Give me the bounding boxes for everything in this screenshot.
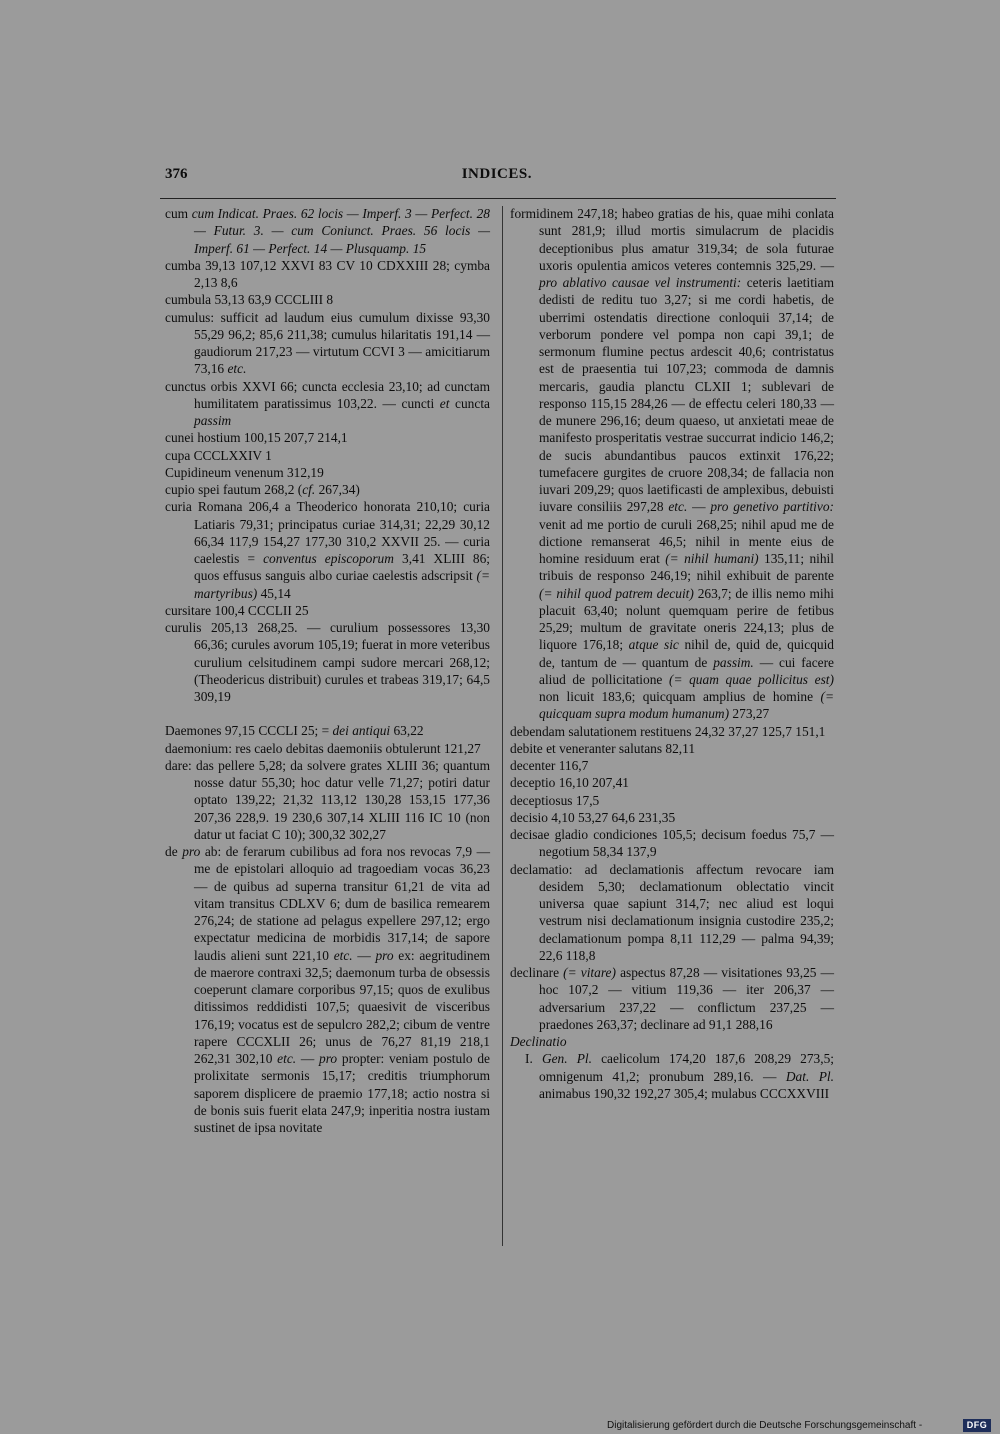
column-divider <box>502 206 503 1246</box>
entry-text: declinare <box>510 965 564 980</box>
index-entry <box>510 826 834 861</box>
italic-text: Gen. Pl. <box>541 1051 592 1067</box>
italic-text: passim <box>194 413 232 428</box>
index-entry <box>165 740 490 757</box>
entry-text: daemonium: res caelo debitas daemoniis obtulerunt 121,27 <box>165 740 481 756</box>
italic-text: (= martyribus) <box>194 568 490 601</box>
footer-credit: Digitalisierung gefördert durch die Deutsche Forschungsgemeinschaft - <box>607 1420 923 1431</box>
index-entry <box>165 602 490 619</box>
entry-text: ex: aegritudinem de maerore contraxi 32,5; daemonum turba de obsessis coeperunt clamare corporibus 97,15; quos de exulibus ditissimos reddidisti 107,5; quaesivit de visceribus 176,19; vocatus est de sepulcro 282,2; cibum de ventre rapere CCCXLII 26; unus de 76,27 81,19 218,1 262,31 302,10 <box>194 947 490 1066</box>
italic-text: pro <box>182 844 201 859</box>
entry-text: non licuit 183,6; quicquam amplius de homine <box>539 689 821 704</box>
entry-text: cumulus: sufficit ad laudum eius cumulum dixisse 93,30 55,29 96,2; 85,6 211,38; cumulus hilaritatis 191,14 — gaudiorum 217,23 — virtutum CCVI 3 — amicitiarum 73,16 <box>165 309 490 377</box>
italic-text: pro ablativo causae vel instrumenti: <box>539 275 742 290</box>
entry-text: formidinem 247,18; habeo gratias de his, quae mihi conlata sunt 281,9; illud mortis simulacrum de placidis deceptionibus plus amatur 319,34; de sola futurae uxoris opulentia amicos veteres contemnis 325,29. — <box>510 206 834 273</box>
right-column <box>510 205 834 1102</box>
italic-text: (= vitare) <box>563 965 616 980</box>
dfg-logo: DFG <box>963 1419 991 1432</box>
entry-text: debite et veneranter salutans 82,11 <box>510 740 696 756</box>
italic-text: (= quicquam supra modum humanum) <box>539 689 834 722</box>
italic-text: (= nihil humani) <box>665 551 759 566</box>
index-entry <box>510 792 834 809</box>
index-entry <box>165 291 490 308</box>
entry-text: deceptio 16,10 207,41 <box>510 775 630 791</box>
entry-text: 135,11; nihil tribuis de responso 246,19; nihil exhibuit de parente <box>539 551 834 584</box>
italic-text: pro <box>319 1051 338 1066</box>
index-entry <box>510 757 834 774</box>
entry-text: declamatio: ad declamationis affectum revocare iam desidem 5,30; declamationum oblectatio vincit universa quae sapiunt 314,7; nec aliud est loqui vestrum nisi declamationum insignia custodire 235,2; declamationum pompa 8,11 112,29 — palma 94,39; 22,6 118,8 <box>510 861 834 963</box>
entry-text: cum <box>165 206 192 221</box>
index-entry <box>165 429 490 446</box>
entry-text: animabus 190,32 192,27 305,4; mulabus CCCXXVIII <box>539 1085 830 1101</box>
index-entry <box>510 1033 834 1050</box>
entry-text: — <box>352 947 376 963</box>
entry-text: ab: de ferarum cubilibus ad fora nos revocas 7,9 — me de epistolari alloquio ad tragoediam vocas 36,23 — de quibus ad superna transitur 61,21 de vita ad vitam transitus CDLXV 6; dum de basilica remearem 276,24; de statione ad pelagus expellere 297,12; ergo expectatur medicina de morbidis 317,14; de sapore laudis alieni sunt 221,10 <box>194 844 490 963</box>
index-entry <box>165 309 490 378</box>
entry-text: 267,34) <box>315 482 360 497</box>
left-column <box>165 205 490 1136</box>
italic-text: conventus episcoporum <box>263 551 394 566</box>
entry-gap <box>165 705 490 722</box>
index-entry <box>510 723 834 740</box>
entry-text: cursitare 100,4 CCCLII 25 <box>165 602 309 618</box>
italic-text: pro <box>375 947 394 963</box>
italic-text: Dat. Pl. <box>785 1068 835 1084</box>
index-entry <box>165 722 490 739</box>
index-entry <box>510 774 834 791</box>
italic-text: (= quam quae pollicitus est) <box>668 671 834 687</box>
italic-text: etc. <box>277 1051 297 1066</box>
index-entry <box>165 378 490 430</box>
italic-text: etc. <box>333 947 353 963</box>
entry-text: cunei hostium 100,15 207,7 214,1 <box>165 430 348 446</box>
entry-text: curulis 205,13 268,25. — curulium possessores 13,30 66,36; curules avorum 105,19; fuerat in more veteribus curulium celsitudinem campi sudore mercari 268,12; (Theodericus distribuit) curules et trabeas 319,17; 64,5 309,19 <box>165 620 490 704</box>
index-entry <box>165 447 490 464</box>
italic-text: etc. <box>668 499 688 515</box>
entry-text: cupio spei fautum 268,2 ( <box>165 482 303 497</box>
italic-text: passim. <box>713 654 754 670</box>
entry-text: curia Romana 206,4 a Theoderico honorata 210,10; curia Latiaris 79,31; principatus curiae 314,31; 22,29 30,12 66,34 117,9 154,27 177,30 310,2 XXVII 25. — curia caelestis = <box>165 499 490 566</box>
page-title: INDICES. <box>461 166 532 182</box>
entry-text: decisio 4,10 53,27 64,6 231,35 <box>510 809 676 825</box>
italic-text: pro genetivo partitivo: <box>710 499 834 515</box>
entry-text: nihil de, quid de, quicquid de, tantum de — quantum de <box>539 637 834 670</box>
entry-text: — <box>296 1051 320 1066</box>
entry-text: cunctus orbis XXVI 66; cuncta ecclesia 23,10; ad cunctam humilitatem paratissimus 103,22. — cuncti <box>165 378 490 411</box>
index-entry <box>165 464 490 481</box>
index-entry <box>510 861 834 965</box>
italic-text: et <box>439 395 450 411</box>
entry-text: cupa CCCLXXIV 1 <box>165 447 272 463</box>
entry-text: — cui facere aliud de pollicitatione <box>539 654 834 687</box>
entry-text: 45,14 <box>257 585 291 601</box>
index-entry <box>165 257 490 292</box>
entry-text: cuncta <box>449 395 490 411</box>
entry-text: 63,22 <box>390 723 424 739</box>
entry-text: decisae gladio condiciones 105,5; decisum foedus 75,7 — negotium 58,34 137,9 <box>510 827 834 860</box>
index-entry <box>165 843 490 1136</box>
entry-text: dare: das pellere 5,28; da solvere grates XLIII 36; quantum nosse datur 55,30; hoc datur velle 71,27; potiri datur optato 139,22; 21,32 113,12 130,28 153,15 177,36 207,36 228,9. 19 230,6 307,14 XLIII 116 IC 10 (non datur ut faciat C 10); 300,32 302,27 <box>165 757 490 842</box>
entry-text: cumba 39,13 107,12 XXVI 83 CV 10 CDXXIII 28; cymba 2,13 8,6 <box>165 257 490 290</box>
index-entry <box>510 964 834 1033</box>
entry-text: Cupidineum venenum 312,19 <box>165 464 324 480</box>
entry-text: de <box>165 844 183 859</box>
index-entry <box>165 205 490 257</box>
entry-text: decenter 116,7 <box>510 758 589 773</box>
entry-text: venit ad me portio de curuli 268,25; nihil apud me de dictione remanserat 46,5; nihil in mente eius de homine residuum erat <box>539 516 834 566</box>
entry-text: 273,27 <box>729 706 770 722</box>
entry-text: Daemones 97,15 CCCLI 25; = <box>165 723 333 739</box>
entry-text: aspectus 87,28 — visitationes 93,25 — hoc 107,2 — vitium 119,36 — iter 206,37 — adversarium 237,22 — conflictum 237,25 — praedones 263,37; declinare ad 91,1 288,16 <box>539 965 834 1032</box>
page-number: 376 <box>165 166 188 182</box>
italic-text: cf. <box>302 482 316 497</box>
index-entry <box>165 757 490 843</box>
index-entry <box>165 498 490 602</box>
index-entry <box>510 1050 834 1102</box>
entry-text: ceteris laetitiam dedisti de reditu tuo 3,27; si me cordi habetis, de uberrimi ostendatis directione conloquii 37,14; de verborum pondere vel pompa non capi 39,1; de sermonum flumine pectus ardescit 40,6; contristatus est de praesentia tui 107,23; commoda de damnis mercaris, gaudia planctu CLXII 1; sublevari de responso 115,15 284,26 — de effectu celeri 180,33 — de munere 296,16; deum quaeso, ut anxietati meae de manifesto prosperitatis vestrae succurrat indicio 146,2; de sucis abundantibus paucos extinxit 176,22; tumefacere gurgites de cruore 208,34; de fallacia non iuvari 209,29; quos laetificasti de amplexibus, debuisti iuvare consiliis 297,28 <box>539 275 834 515</box>
entry-text: — <box>687 499 711 515</box>
italic-text: (= nihil quod patrem decuit) <box>539 585 694 601</box>
entry-text: 3,41 XLIII 86; quos effusus sanguis albo curiae caelestis adscripsit <box>194 551 490 584</box>
entry-text: 263,7; de illis nemo mihi placuit 63,40; nolunt quemquam perire de fetibus 25,29; multum de gravitate oneris 224,13; plus de liquore 176,18; <box>539 585 834 653</box>
index-entry <box>510 205 834 723</box>
entry-text: debendam salutationem restituens 24,32 37,27 125,7 151,1 <box>510 723 826 739</box>
italic-text: etc. <box>227 361 247 377</box>
entry-text: caelicolum 174,20 187,6 208,29 273,5; omnigenum 41,2; pronubum 289,16. — <box>539 1051 834 1084</box>
italic-text: Declinatio <box>510 1034 567 1049</box>
entry-text: I. <box>525 1051 542 1067</box>
index-entry <box>165 481 490 498</box>
index-entry <box>510 809 834 826</box>
italic-text: dei antiqui <box>332 723 391 739</box>
index-entry <box>165 619 490 705</box>
italic-text: cum Indicat. Praes. 62 locis — Imperf. 3 — Perfect. 28 — Futur. 3. — cum Coniunct. Praes. 56 locis — Imperf. 61 — Perfect. 14 — Plusquamp. 15 <box>191 206 490 256</box>
header-rule <box>160 198 836 199</box>
entry-text: propter: veniam postulo de prolixitate sermonis 15,17; creditis triumphorum saporem displicere de praemio 177,18; actio nostra si de bonis suis fuerit elata 247,9; inperitia nostra iustam sustinet de ipsa novitate <box>194 1051 490 1135</box>
entry-text: deceptiosus 17,5 <box>510 792 600 808</box>
entry-text: cumbula 53,13 63,9 CCCLIII 8 <box>165 292 334 308</box>
italic-text: atque sic <box>628 637 679 653</box>
index-entry <box>510 740 834 757</box>
